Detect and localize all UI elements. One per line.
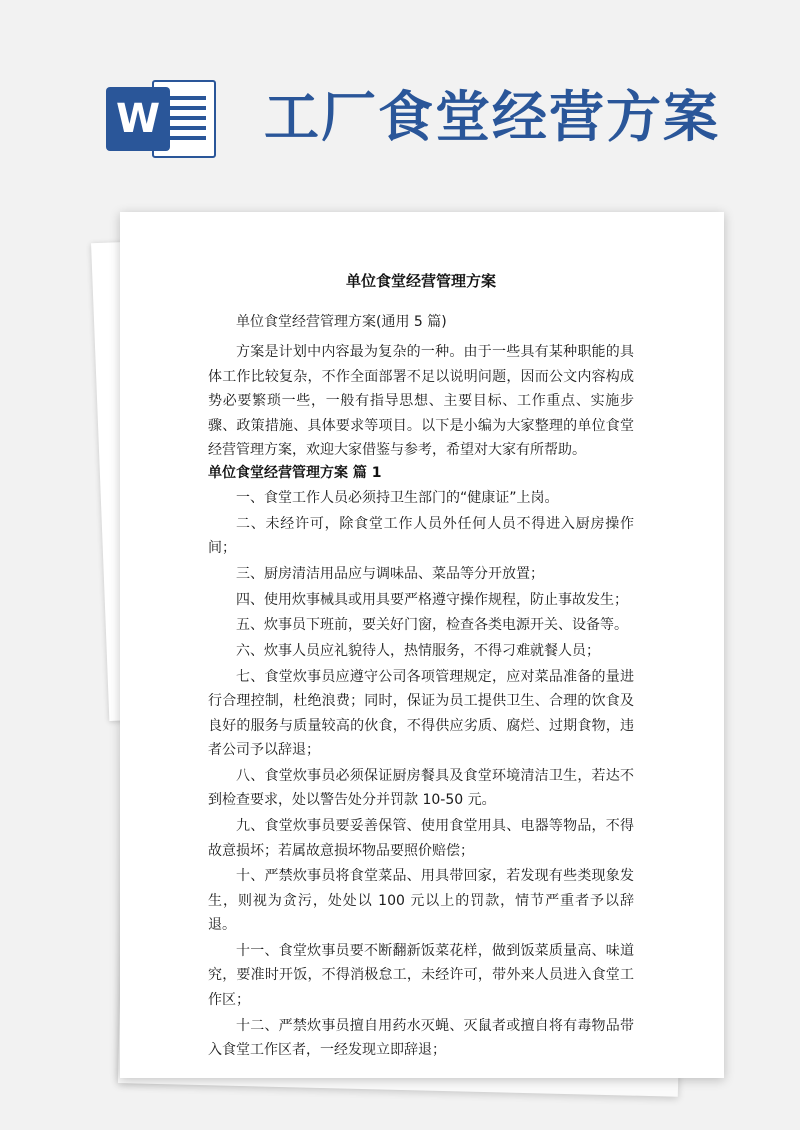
list-item: 二、未经许可，除食堂工作人员外任何人员不得进入厨房操作间； (208, 515, 634, 557)
list-item: 六、炊事人员应礼貌待人，热情服务，不得刁难就餐人员； (236, 643, 600, 660)
banner (0, 0, 800, 200)
document-lead: 方案是计划中内容最为复杂的一种。由于一些具有某种职能的具体工作比较复杂，不作全面部署不足以说明问题，因而公文内容构成势必要繁琐一些，一般有指导思想、主要目标、工作重点、实施步骤、政策措施、具体要求等项目。以下是小编为大家整理的单位食堂经营管理方案，欢迎大家借鉴与参考，希望对大家有所帮助。 (208, 344, 634, 459)
document-title: 单位食堂经营管理方案 (345, 272, 496, 290)
banner-title: 工厂食堂经营方案 (264, 85, 721, 149)
list-item: 三、厨房清洁用品应与调味品、菜品等分开放置； (236, 565, 544, 582)
section-heading: 单位食堂经营管理方案 篇 1 (208, 465, 382, 482)
list-item: 七、食堂炊事员应遵守公司各项管理规定，应对菜品准备的量进行合理控制，杜绝浪费；同时，保证为员工提供卫生、合理的饮食及良好的服务与质量较高的伙食，不得供应劣质、腐烂、过期食物，违者公司予以辞退； (208, 669, 634, 759)
list-item: 十二、严禁炊事员擅自用药水灭蝇、灭鼠者或擅自将有毒物品带入食堂工作区者，一经发现立即辞退； (208, 1017, 634, 1059)
list-item: 八、食堂炊事员必须保证厨房餐具及食堂环境清洁卫生，若达不到检查要求，处以警告处分并罚款 10-50 元。 (208, 768, 634, 809)
list-item: 十一、食堂炊事员要不断翻新饭菜花样，做到饭菜质量高、味道究，要准时开饭，不得消极怠工，未经许可，带外来人员进入食堂工作区； (208, 943, 634, 1008)
list-item: 五、炊事员下班前，要关好门窗，检查各类电源开关、设备等。 (236, 617, 628, 634)
list-item: 十、严禁炊事员将食堂菜品、用具带回家，若发现有些类现象发生，则视为贪污，处处以 100 元以上的罚款，情节严重者予以辞退。 (208, 868, 634, 934)
document-page (120, 212, 724, 1078)
document-intro: 单位食堂经营管理方案(通用 5 篇) (236, 314, 447, 330)
list-item: 一、食堂工作人员必须持卫生部门的“健康证”上岗。 (236, 489, 559, 506)
list-item: 四、使用炊事械具或用具要严格遵守操作规程，防止事故发生； (236, 591, 628, 608)
list-item: 九、食堂炊事员要妥善保管、使用食堂用具、电器等物品，不得故意损坏；若属故意损坏物品要照价赔偿； (208, 818, 634, 859)
word-logo-letter: W (106, 87, 170, 151)
word-document-icon (106, 80, 216, 158)
